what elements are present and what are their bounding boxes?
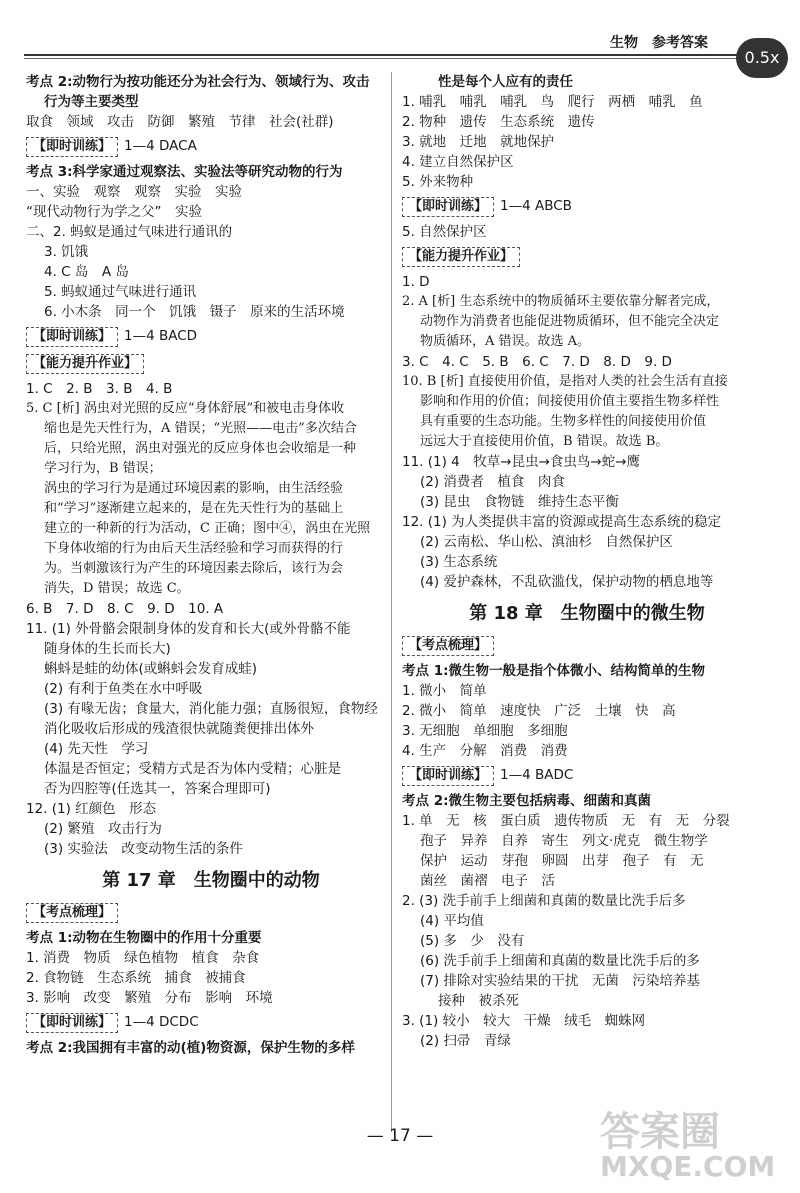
section-heading	[402, 245, 772, 269]
answer-line: 12. (1) 为人类提供丰富的资源或提高生态系统的稳定	[402, 514, 722, 530]
answer-line: 1. 单 无 核 蛋白质 遗传物质 无 有 无 分裂	[402, 813, 730, 829]
answer-line: (2) 繁殖 攻击行为	[44, 821, 162, 837]
answer-line: 远远大于直接使用价值，B 错误。故选 B。	[420, 434, 669, 449]
answer-line: 10. B [析] 直接使用价值，是指对人类的社会生活有直接	[402, 374, 728, 389]
header-rule-thin	[24, 58, 740, 59]
answer-line: 2. (3) 洗手前手上细菌和真菌的数量比洗手后多	[402, 893, 686, 909]
section-tag: 【考点梳理】	[402, 636, 494, 656]
section-heading	[26, 1011, 396, 1035]
answer-line: (3) 昆虫 食物链 维持生态平衡	[420, 494, 619, 510]
answer-line: (2) 消费者 植食 肉食	[420, 474, 565, 490]
answer-line: 3. 无细胞 单细胞 多细胞	[402, 723, 568, 739]
answer-line: 6. B 7. D 8. C 9. D 10. A	[26, 601, 224, 617]
answer-line: 2. 微小 简单 速度快 广泛 土壤 快 高	[402, 703, 676, 719]
section-heading	[402, 634, 772, 658]
answer-line: 消失，D 错误；故选 C。	[44, 581, 190, 596]
answer-line: 二、2. 蚂蚁是通过气味进行通讯的	[26, 224, 233, 240]
answer-line: 否为四腔等(任选其一，答案合理即可)	[44, 781, 271, 797]
right-column	[402, 72, 772, 1051]
chapter-title: 第 17 章 生物圈中的动物	[102, 870, 320, 891]
answer-line: 4. C 岛 A 岛	[44, 264, 129, 280]
section-tag: 【即时训练】	[402, 766, 494, 786]
answer-line: 1. C 2. B 3. B 4. B	[26, 381, 173, 397]
answer-line: 3. 影响 改变 繁殖 分布 影响 环境	[26, 990, 273, 1006]
answer-line: 体温是否恒定；受精方式是否为体内受精；心脏是	[44, 761, 341, 777]
answer-line: (6) 洗手前手上细菌和真菌的数量比洗手后的多	[420, 953, 700, 969]
section-heading	[26, 352, 396, 376]
watermark-url: MXQE.COM	[600, 1150, 776, 1183]
section-tag: 【能力提升作业】	[402, 247, 520, 267]
answer-line: 1. 微小 简单	[402, 683, 487, 699]
section-heading	[26, 135, 396, 159]
answer-line: (2) 扫帚 青绿	[420, 1033, 511, 1049]
answer-line: 和“学习”逐渐建立起来的，是在先天性行为的基础上	[44, 501, 344, 516]
chapter-title: 第 18 章 生物圈中的微生物	[469, 603, 705, 624]
answer-line: 建立的一种新的行为活动，C 正确；图中④，涡虫在光照	[44, 521, 371, 536]
section-tag: 【即时训练】	[26, 327, 118, 347]
answer-line: 为。当刺激该行为产生的环境因素去除后，该行为会	[44, 561, 344, 576]
answer-line: 缩也是先天性行为，A 错误；“光照——电击”多次结合	[44, 421, 357, 436]
left-column	[26, 72, 396, 1058]
answer-line: 后，只给光照，涡虫对强光的反应身体也会收缩是一种	[44, 441, 357, 456]
topic-heading: 行为等主要类型	[44, 94, 139, 110]
answer-line: (7) 排除对实验结果的干扰 无菌 污染培养基	[420, 973, 700, 989]
answer-line: 11. (1) 4 牧草→昆虫→食虫鸟→蛇→鹰	[402, 454, 641, 470]
answer-key: 1—4 ABCB	[500, 198, 572, 214]
header-title: 生物 参考答案	[610, 35, 708, 51]
answer-line: 保护 运动 芽孢 卵圆 出芽 孢子 有 无	[420, 853, 704, 869]
answer-line: 取食 领域 攻击 防御 繁殖 节律 社会(社群)	[26, 114, 334, 130]
answer-line: (3) 生态系统	[420, 554, 498, 570]
topic-heading: 考点 2:微生物主要包括病毒、细菌和真菌	[402, 793, 651, 809]
answer-line: 1. 哺乳 哺乳 哺乳 鸟 爬行 两栖 哺乳 鱼	[402, 94, 703, 110]
answer-key: 1—4 DCDC	[124, 1014, 199, 1030]
answer-key: 1—4 DACA	[124, 138, 197, 154]
answer-line: (4) 先天性 学习	[44, 741, 149, 757]
answer-line: 具有重要的生态功能。生物多样性的间接使用价值	[420, 414, 707, 429]
section-heading	[402, 764, 772, 788]
answer-line: 3. 饥饿	[44, 244, 89, 260]
answer-line: (3) 实验法 改变动物生活的条件	[44, 841, 243, 857]
page-header	[0, 0, 800, 67]
answer-line: 5. 蚂蚁通过气味进行通讯	[44, 284, 197, 300]
section-tag: 【即时训练】	[402, 197, 494, 217]
answer-key: 1—4 BACD	[124, 328, 198, 344]
topic-heading: 考点 2:我国拥有丰富的动(植)物资源，保护生物的多样	[26, 1040, 355, 1056]
answer-key: 1—4 BADC	[500, 767, 574, 783]
section-heading	[26, 325, 396, 349]
header-rule	[24, 54, 740, 56]
answer-line: 影响和作用的价值；间接使用价值主要指生物多样性	[420, 394, 720, 409]
answer-line: 消化吸收后形成的残渣很快就随粪便排出体外	[44, 721, 314, 737]
answer-line: 3. C 4. C 5. B 6. C 7. D 8. D 9. D	[402, 354, 672, 370]
answer-line: 菌丝 菌褶 电子 活	[420, 873, 555, 889]
answer-line: 12. (1) 红颜色 形态	[26, 801, 157, 817]
answer-line: 2. A [析] 生态系统中的物质循环主要依靠分解者完成，	[402, 294, 720, 309]
section-tag: 【即时训练】	[26, 1013, 118, 1033]
topic-heading: 性是每个人应有的责任	[438, 74, 573, 90]
section-tag: 【考点梳理】	[26, 903, 118, 923]
topic-heading: 考点 2:动物行为按功能还分为社会行为、领域行为、攻击	[26, 74, 370, 90]
answer-line: 接种 被杀死	[438, 993, 519, 1009]
answer-line: 5. 外来物种	[402, 174, 474, 190]
answer-line: 6. 小木条 同一个 饥饿 镊子 原来的生活环境	[44, 304, 345, 320]
answer-line: 下身体收缩的行为由后天生活经验和学习而获得的行	[44, 541, 344, 556]
answer-line: 随身体的生长而长大)	[44, 641, 171, 657]
answer-line: 5. C [析] 涡虫对光照的反应“身体舒展”和被电击身体收	[26, 401, 345, 416]
answer-line: “现代动物行为学之父” 实验	[26, 204, 202, 220]
answer-line: (5) 多 少 没有	[420, 933, 525, 949]
answer-line: (4) 平均值	[420, 913, 484, 929]
section-tag: 【能力提升作业】	[26, 354, 144, 374]
answer-line: 2. 物种 遗传 生态系统 遗传	[402, 114, 595, 130]
answer-line: 11. (1) 外骨骼会限制身体的发育和长大(或外骨骼不能	[26, 621, 351, 637]
answer-line: 学习行为，B 错误；	[44, 461, 162, 476]
answer-line: 蝌蚪是蛙的幼体(或蝌蚪会发育成蛙)	[44, 661, 258, 677]
section-heading	[402, 195, 772, 219]
section-heading	[26, 901, 396, 925]
answer-line: 2. 食物链 生态系统 捕食 被捕食	[26, 970, 246, 986]
watermark-logo: 答案圈	[600, 1109, 720, 1155]
topic-heading: 考点 1:微生物一般是指个体微小、结构简单的生物	[402, 663, 705, 679]
answer-line: (4) 爱护森林，不乱砍滥伐，保护动物的栖息地等	[420, 574, 714, 590]
answer-line: (2) 云南松、华山松、滇油杉 自然保护区	[420, 534, 673, 550]
answer-line: 动物作为消费者也能促进物质循环，但不能完全决定	[420, 314, 720, 329]
zoom-badge[interactable]: 0.5x	[736, 38, 788, 78]
section-tag: 【即时训练】	[26, 137, 118, 157]
answer-line: 3. 就地 迁地 就地保护	[402, 134, 555, 150]
answer-line: 4. 建立自然保护区	[402, 154, 514, 170]
answer-line: (3) 有喙无齿；食量大，消化能力强；直肠很短，食物经	[44, 701, 378, 717]
answer-line: 3. (1) 较小 较大 干燥 绒毛 蜘蛛网	[402, 1013, 646, 1029]
topic-heading: 考点 3:科学家通过观察法、实验法等研究动物的行为	[26, 164, 343, 180]
answer-line: (2) 有利于鱼类在水中呼吸	[44, 681, 203, 697]
answer-line: 一、实验 观察 观察 实验 实验	[26, 184, 242, 200]
answer-line: 涡虫的学习行为是通过环境因素的影响，由生活经验	[44, 481, 344, 496]
answer-line: 5. 自然保护区	[402, 224, 487, 240]
answer-line: 物质循环，A 错误。故选 A。	[420, 334, 591, 349]
answer-line: 1. D	[402, 274, 430, 290]
answer-line: 4. 生产 分解 消费 消费	[402, 743, 568, 759]
answer-line: 1. 消费 物质 绿色植物 植食 杂食	[26, 950, 260, 966]
topic-heading: 考点 1:动物在生物圈中的作用十分重要	[26, 930, 262, 946]
answer-line: 孢子 异养 自养 寄生 列文·虎克 微生物学	[420, 833, 708, 849]
page-number: — 17 —	[366, 1126, 434, 1146]
